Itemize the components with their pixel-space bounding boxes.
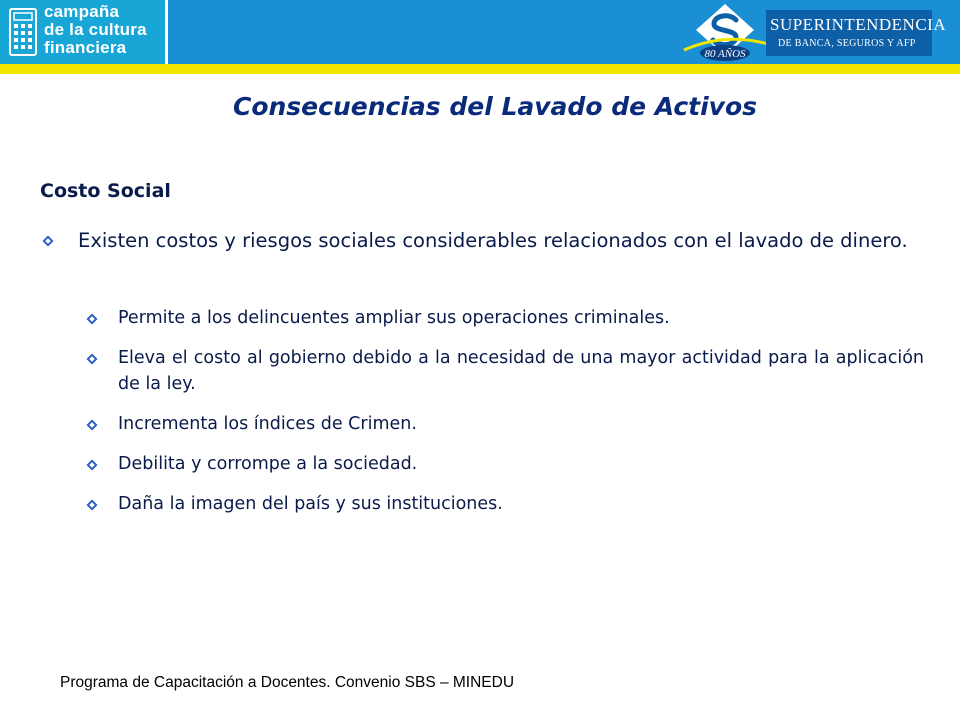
list-item <box>118 305 924 331</box>
header-stripe <box>0 64 960 74</box>
calculator-icon <box>9 8 37 56</box>
diamond-bullet-icon <box>86 459 98 471</box>
footer-text: Programa de Capacitación a Docentes. Convenio SBS – MINEDU <box>60 674 515 691</box>
diamond-bullet-icon <box>86 419 98 431</box>
list-item-text: Debilita y corrompe a la sociedad. <box>118 454 418 474</box>
list-item <box>118 451 924 477</box>
diamond-bullet-icon <box>86 353 98 365</box>
anniversary-badge: 80 AÑOS <box>704 48 746 60</box>
main-bullet <box>78 226 924 256</box>
campaign-line-1: campaña <box>44 2 120 21</box>
list-item-text: Incrementa los índices de Crimen. <box>118 414 417 434</box>
main-bullet-text: Existen costos y riesgos sociales considerables relacionados con el lavado de dinero. <box>78 229 908 252</box>
list-item-text: Permite a los delincuentes ampliar sus operaciones criminales. <box>118 308 670 328</box>
list-item <box>118 411 924 437</box>
campaign-title <box>44 3 147 57</box>
sbs-name: SUPERINTENDENCIA <box>770 15 947 34</box>
list-item <box>118 345 924 397</box>
list-item-text: Eleva el costo al gobierno debido a la necesidad de una mayor actividad para la aplicación de la ley. <box>118 348 924 394</box>
diamond-bullet-icon <box>86 313 98 325</box>
sbs-subtitle: DE BANCA, SEGUROS Y AFP <box>778 38 916 49</box>
campaign-logo <box>0 0 168 64</box>
campaign-line-3: financiera <box>44 38 127 57</box>
list-item <box>118 491 924 517</box>
list-item-text: Daña la imagen del país y sus instituciones. <box>118 494 503 514</box>
section-heading: Costo Social <box>40 180 171 202</box>
sbs-emblem-icon <box>680 2 770 64</box>
sub-bullet-list <box>118 305 924 517</box>
campaign-line-2: de la cultura <box>44 20 147 39</box>
diamond-bullet-icon <box>42 235 54 247</box>
page-title: Consecuencias del Lavado de Activos <box>232 92 758 121</box>
diamond-bullet-icon <box>86 499 98 511</box>
campaign-divider <box>165 0 168 64</box>
